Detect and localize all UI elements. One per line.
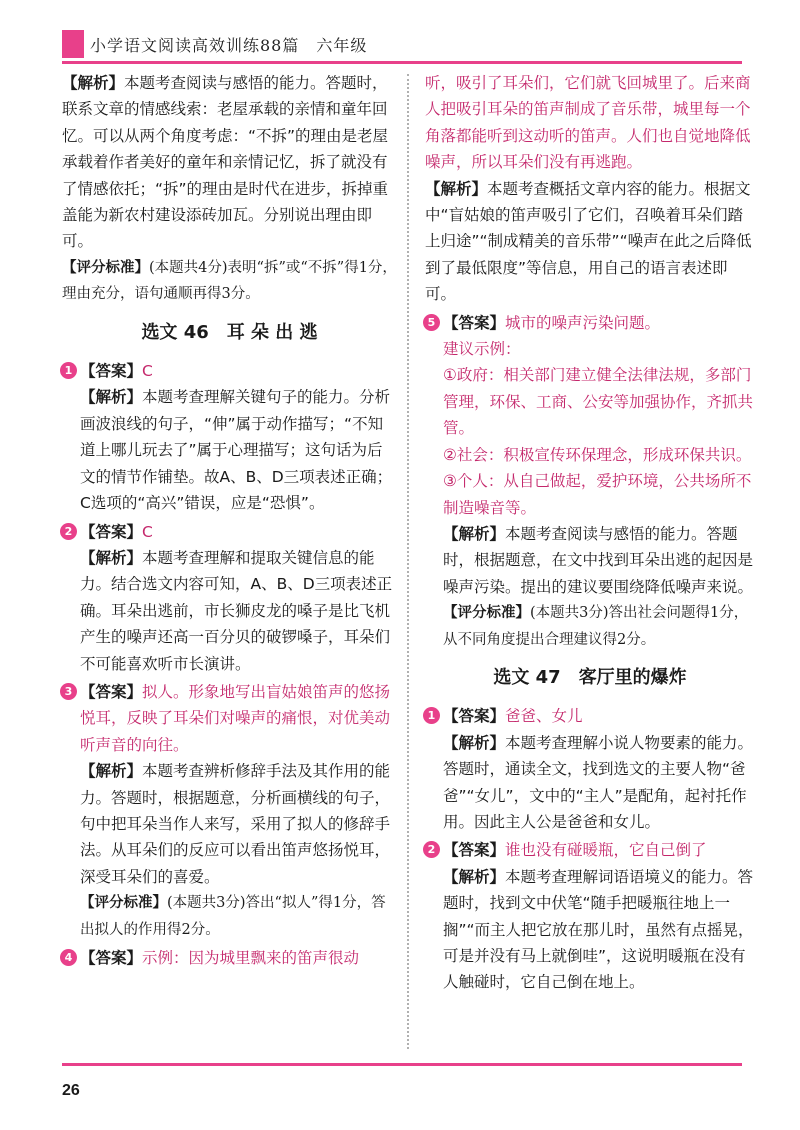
analysis-label: 【解析】 [62, 74, 125, 92]
standard-text: (本题共3分)答出社会问题得1分，从不同角度提出合理建议得2分。 [443, 605, 749, 648]
intro-analysis [62, 70, 397, 255]
standard-text: (本题共4分)表明“拆”或“不拆”得1分，理由充分，语句通顺再得3分。 [62, 259, 397, 303]
answer-label: 【答案】 [80, 522, 143, 541]
q4-answer-continued: 听，吸引了耳朵们，它们就飞回城里了。后来商人把吸引耳朵的笛声制成了音乐带，城里每一个角落都能听到这动听的笛声。人们也自觉地降低噪声，所以耳朵们没有再逃跑。 [425, 74, 751, 172]
footer-rule [62, 1063, 742, 1066]
analysis-text: 本题考查辨析修辞手法及其作用的能力。答题时，根据题意，分析画横线的句子，句中把耳朵当作人来写，采用了拟人的修辞手法。从耳朵们的反应可以看出笛声悠扬悦耳，深受耳朵们的喜爱。 [80, 762, 391, 886]
q5-answer [443, 310, 755, 336]
s46-q5 [425, 310, 755, 653]
answer-text: C [142, 362, 153, 381]
answer-label: 【答案】 [80, 949, 143, 967]
s47-q1-analysis [443, 730, 755, 836]
page-header [62, 30, 742, 58]
s46-q4 [62, 945, 397, 971]
question-number-badge: 5 [423, 314, 440, 331]
analysis-text: 本题考查理解小说人物要素的能力。答题时，通读全文，找到选文的主要人物“爸爸”“女儿”，文中的“主人”是配角，起衬托作用。因此主人公是爸爸和女儿。 [443, 733, 754, 831]
answer-text: C [142, 522, 153, 541]
analysis-label: 【解析】 [443, 733, 506, 752]
question-number-badge: 4 [60, 949, 77, 966]
analysis-label: 【解析】 [425, 179, 488, 198]
q3-standard [80, 890, 397, 943]
q5-suggestion-3: ③个人：从自己做起，爱护环境，公共场所不制造噪音等。 [443, 472, 752, 517]
answer-text: 城市的噪声污染问题。 [505, 313, 661, 332]
answer-label: 【答案】 [443, 707, 506, 726]
answer-label: 【答案】 [443, 313, 506, 332]
s46-q2 [62, 519, 397, 677]
answer-label: 【答案】 [443, 841, 506, 860]
left-column [62, 70, 397, 971]
q3-answer [80, 679, 397, 758]
analysis-label: 【解析】 [80, 762, 143, 781]
analysis-text: 本题考查理解和提取关键信息的能力。结合选文内容可知，A、B、D三项表述正确。耳朵出逃前，市长狮皮龙的嗓子是比飞机产生的噪声还高一百分贝的破锣嗓子，耳朵们不可能喜欢听市长演讲。 [80, 548, 393, 673]
analysis-label: 【解析】 [443, 867, 506, 886]
q3-analysis [80, 758, 397, 890]
q2-analysis [80, 545, 397, 677]
answer-text: 示例：因为城里飘来的笛声很动 [142, 949, 360, 967]
analysis-text: 本题考查阅读与感悟的能力。答题时，联系文章的情感线索：老屋承载的亲情和童年回忆。可以从两个角度考虑：“不拆”的理由是老屋承载着作者美好的童年和亲情记忆，拆了就没有了情感依托；“拆”的理由是时代在进步，拆掉重盖能为新农村建设添砖加瓦。分别说出理由即可。 [62, 74, 389, 251]
q5-standard [443, 600, 755, 653]
answer-text: 谁也没有碰暖瓶，它自己倒了 [505, 841, 707, 860]
s47-q1-answer [443, 703, 755, 729]
analysis-text: 本题考查阅读与感悟的能力。答题时，根据题意，在文中找到耳朵出逃的起因是噪声污染。提出的建议要围绕降低噪声来说。 [443, 524, 754, 596]
analysis-text: 本题考查概括文章内容的能力。根据文中“盲姑娘的笛声吸引了它们，召唤着耳朵们踏上归途”“制成精美的音乐带”“噪声在此之后降低到了最低限度”等信息，用自己的语言表述即可。 [425, 179, 752, 304]
standard-label: 【评分标准】 [62, 258, 149, 276]
q5-analysis [443, 521, 755, 600]
answer-text: 爸爸、女儿 [505, 707, 583, 726]
s46-q1 [62, 358, 397, 516]
s47-q2-answer [443, 837, 755, 863]
q5-suggestion-2: ②社会：积极宣传环保理念，形成环保共识。 [443, 445, 752, 464]
s47-q2-analysis [443, 864, 755, 996]
analysis-label: 【解析】 [80, 548, 143, 567]
section-46-title: 选文 46 耳 朵 出 逃 [141, 321, 318, 343]
analysis-label: 【解析】 [80, 388, 143, 407]
question-number-badge: 1 [423, 707, 440, 724]
header-color-tab [62, 30, 84, 58]
q5-suggestion-1: ①政府：相关部门建立健全法律法规，多部门管理，环保、工商、公安等加强协作，齐抓共管。 [443, 366, 754, 438]
analysis-text: 本题考查理解词语语境义的能力。答题时，找到文中伏笔“随手把暖瓶往地上一搁”“而主人把它放在那儿时，虽然有点摇晃，可是并没有马上就倒哇”，这说明暖瓶在没有人触碰时，它自己倒在地上。 [443, 867, 754, 992]
section-47-title: 选文 47 客厅里的爆炸 [493, 666, 687, 688]
standard-text: (本题共3分)答出“拟人”得1分，答出拟人的作用得2分。 [80, 895, 386, 938]
s47-q2 [425, 837, 755, 995]
analysis-label: 【解析】 [443, 524, 506, 543]
header-rule [62, 61, 742, 64]
column-divider [407, 74, 409, 1049]
s47-q1 [425, 703, 755, 835]
question-number-badge: 3 [60, 683, 77, 700]
q5-suggestion-title: 建议示例： [443, 340, 521, 359]
standard-label: 【评分标准】 [80, 894, 167, 912]
question-number-badge: 2 [60, 523, 77, 540]
answer-text: 拟人。形象地写出盲姑娘笛声的悠扬悦耳，反映了耳朵们对噪声的痛恨，对优美动听声音的向往。 [80, 682, 391, 754]
standard-label: 【评分标准】 [443, 604, 530, 622]
q4-analysis [425, 176, 755, 308]
q1-answer [80, 358, 397, 384]
question-number-badge: 2 [423, 841, 440, 858]
page-number: 26 [62, 1082, 80, 1099]
question-number-badge: 1 [60, 362, 77, 379]
q4-answer-start [80, 945, 397, 971]
intro-standard [62, 255, 397, 308]
q1-analysis [80, 384, 397, 516]
header-title: 小学语文阅读高效训练88篇 六年级 [90, 36, 368, 55]
s46-q3 [62, 679, 397, 943]
analysis-text: 本题考查理解关键句子的能力。分析画波浪线的句子，“伸”属于动作描写；“不知道上哪儿玩去了”属于心理描写；这句话为后文的情节作铺垫。故A、B、D三项表述正确；C选项的“高兴”错误，应是“恐惧”。 [80, 388, 393, 513]
right-column [425, 70, 755, 996]
q2-answer [80, 519, 397, 545]
answer-label: 【答案】 [80, 362, 143, 381]
answer-label: 【答案】 [80, 682, 143, 701]
